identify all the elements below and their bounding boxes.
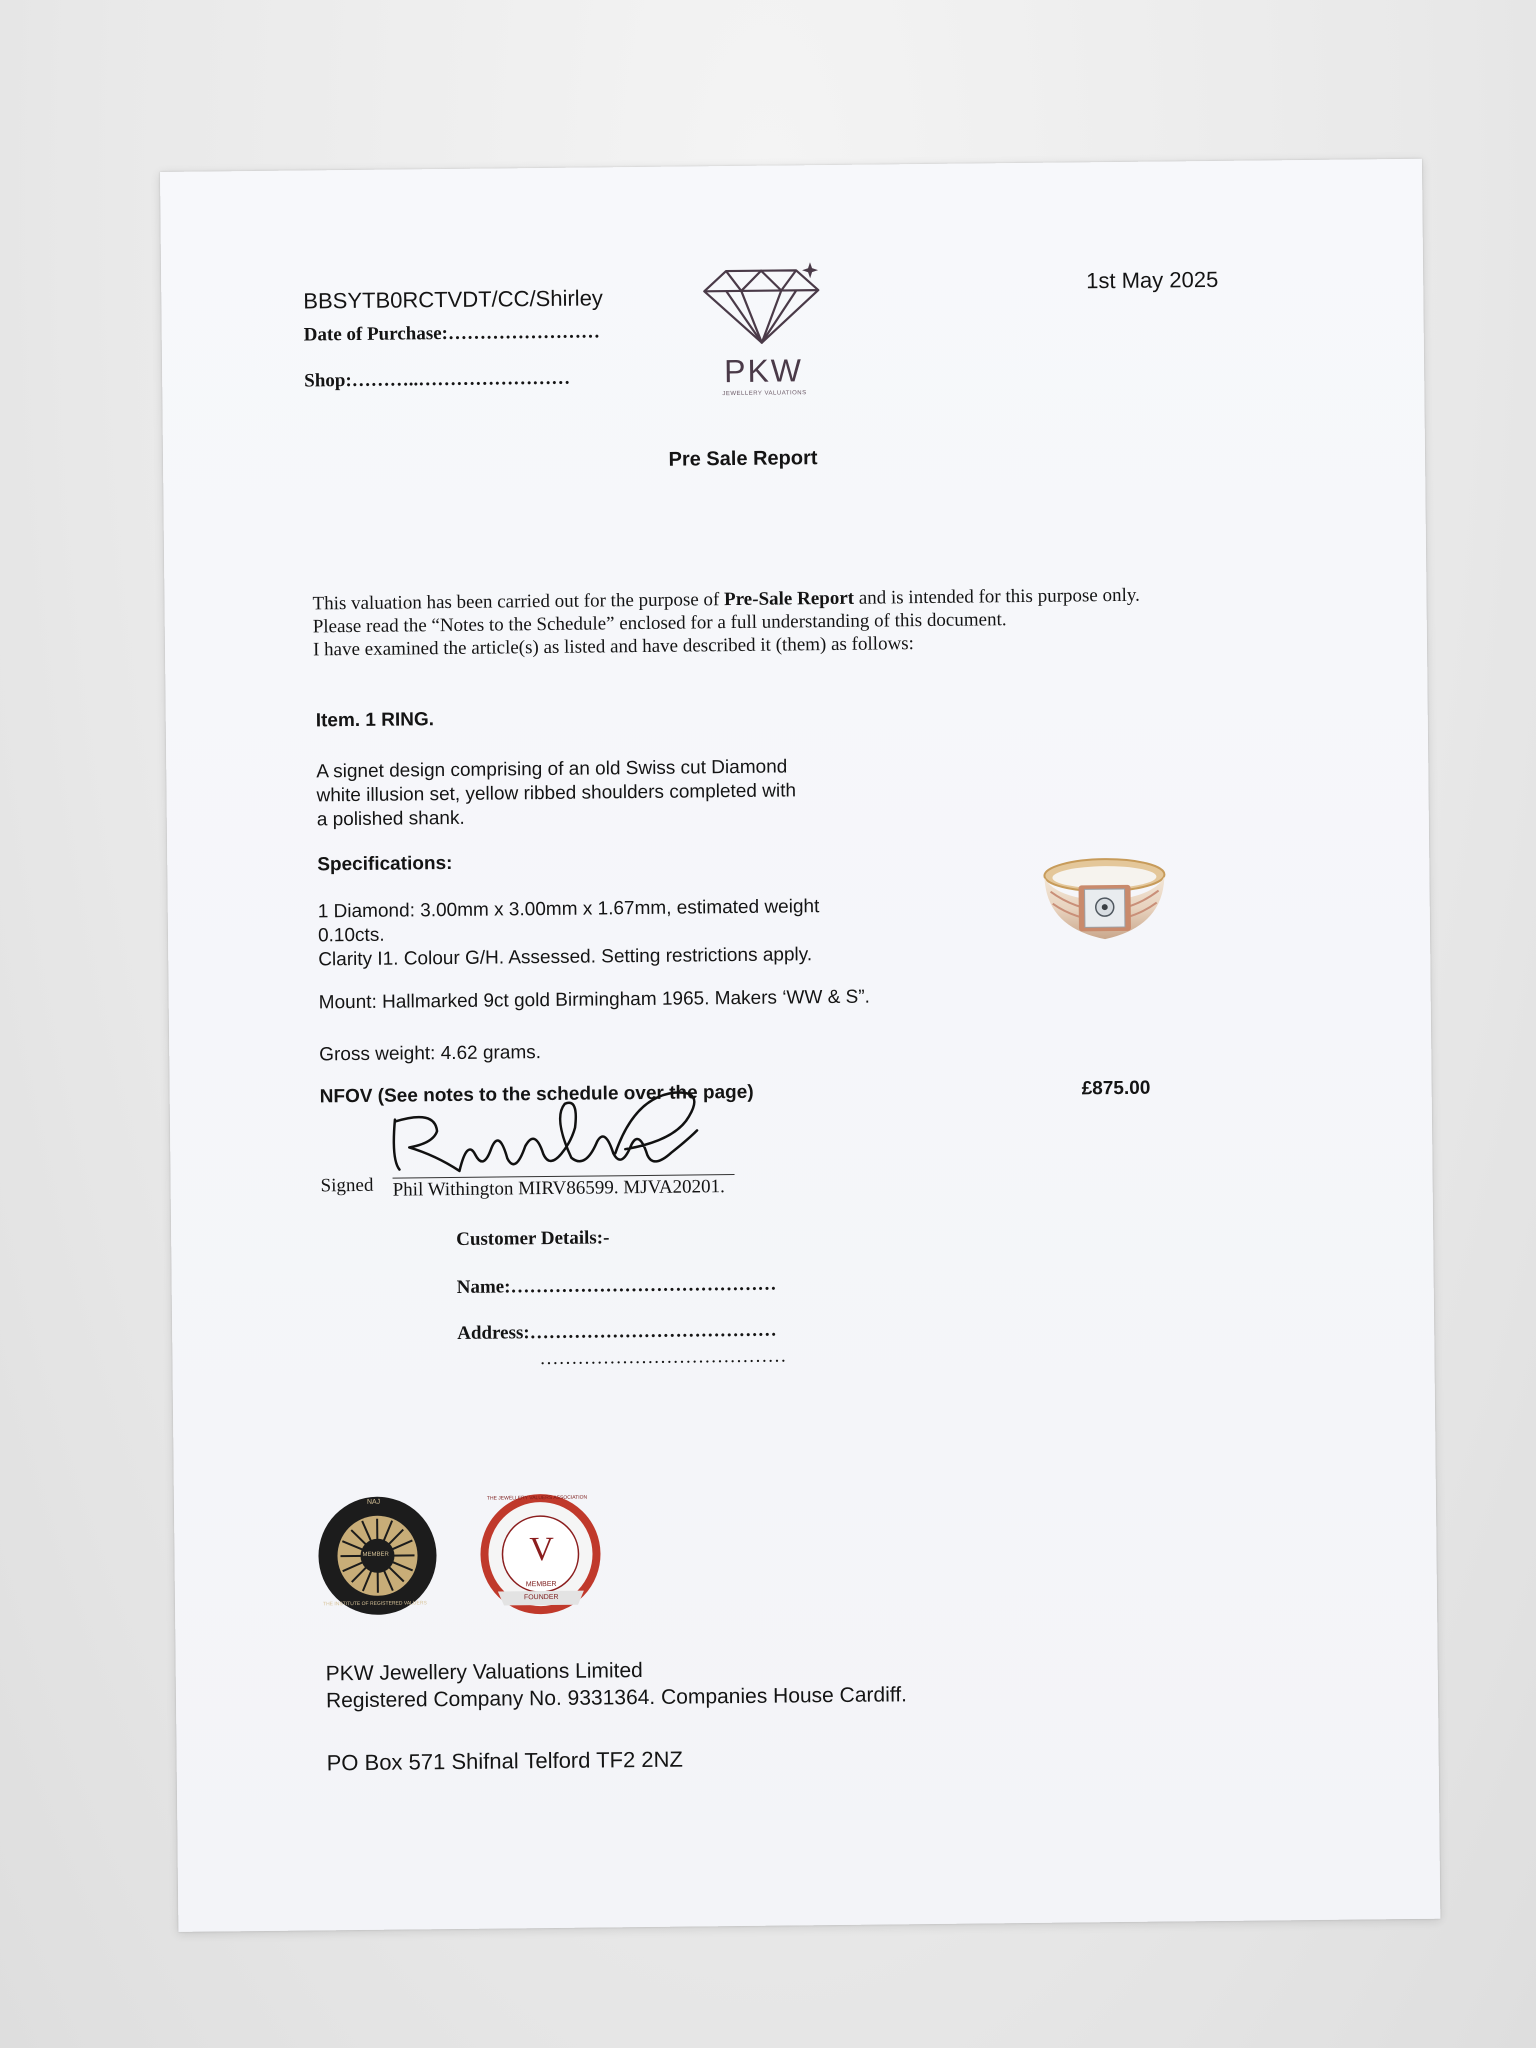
company-address: PO Box 571 Shifnal Telford TF2 2NZ <box>326 1746 684 1776</box>
mount-details: Mount: Hallmarked 9ct gold Birmingham 1965. Makers ‘WW & S”. <box>318 986 870 1014</box>
customer-address-field: Address:………………………………… <box>457 1319 777 1344</box>
company-footer <box>326 1654 907 1714</box>
gross-weight: Gross weight: 4.62 grams. <box>319 1042 542 1066</box>
item-description <box>316 755 796 832</box>
logo-tagline: JEWELLERY VALUATIONS <box>722 390 807 398</box>
report-sheet <box>160 159 1440 1932</box>
intro-line-3: I have examined the article(s) as listed and have described it (them) as follows: <box>312 633 915 661</box>
intro-line-1-suffix: and is intended for this purpose only. <box>853 584 1140 609</box>
company-registration: Registered Company No. 9331364. Companies House Cardiff. <box>325 1683 908 1713</box>
intro-line-1-bold: Pre-Sale Report <box>723 587 855 611</box>
item-heading: Item. 1 RING. <box>315 709 435 732</box>
spec-line: Clarity I1. Colour G/H. Assessed. Setting restrictions apply. <box>318 944 813 971</box>
signed-label: Signed <box>320 1174 374 1197</box>
customer-address-line-2: ………………………………… <box>539 1345 787 1370</box>
signatory-name: Phil Withington MIRV86599. MJVA20201. <box>392 1176 725 1201</box>
nfov-note: NFOV (See notes to the schedule over the page) <box>319 1081 754 1108</box>
jva-center-letter: V <box>529 1530 555 1569</box>
description-line: A signet design comprising of an old Swiss cut Diamond <box>316 756 788 783</box>
jva-ribbon-text: FOUNDER <box>523 1593 559 1602</box>
logo-wordmark: PKW <box>723 352 804 390</box>
spec-line: 0.10cts. <box>317 924 385 947</box>
ring-photo <box>1034 846 1175 957</box>
description-line: white illusion set, yellow ribbed shoulders completed with <box>316 780 797 807</box>
shop-field: Shop:………..…………………… <box>304 367 571 392</box>
pkw-logo <box>696 260 827 401</box>
description-line: a polished shank. <box>316 807 465 831</box>
company-name: PKW Jewellery Valuations Limited <box>325 1659 643 1686</box>
reference-code: BBSYTB0RCTVDT/CC/Shirley <box>303 285 603 314</box>
specifications-heading: Specifications: <box>317 852 453 876</box>
valuation-price: £875.00 <box>1081 1077 1151 1100</box>
jva-ring-text: THE JEWELLERY VALUERS ASSOCIATION <box>486 1494 588 1502</box>
naj-member-badge <box>316 1494 439 1617</box>
report-title: Pre Sale Report <box>668 447 818 471</box>
intro-paragraph <box>312 584 1140 662</box>
signature-scribble <box>374 1056 715 1190</box>
specifications-list <box>318 895 820 972</box>
spec-line: 1 Diamond: 3.00mm x 3.00mm x 1.67mm, estimated weight <box>317 896 820 923</box>
jva-member-text: MEMBER <box>525 1580 557 1589</box>
naj-ring-text: THE INSTITUTE OF REGISTERED VALUERS <box>322 1600 427 1608</box>
customer-name-field: Name:…………………………………… <box>456 1273 777 1298</box>
naj-center-text: MEMBER <box>362 1551 389 1558</box>
naj-top-text: NAJ <box>366 1498 381 1506</box>
customer-details-heading: Customer Details:- <box>456 1227 610 1250</box>
date-of-purchase: Date of Purchase:…………………… <box>303 321 601 346</box>
intro-line-2: Please read the “Notes to the Schedule” enclosed for a full understanding of this document. <box>312 609 1007 638</box>
intro-line-1-prefix: This valuation has been carried out for the purpose of <box>312 589 725 615</box>
report-date: 1st May 2025 <box>1086 266 1219 294</box>
jva-member-badge <box>479 1492 602 1615</box>
